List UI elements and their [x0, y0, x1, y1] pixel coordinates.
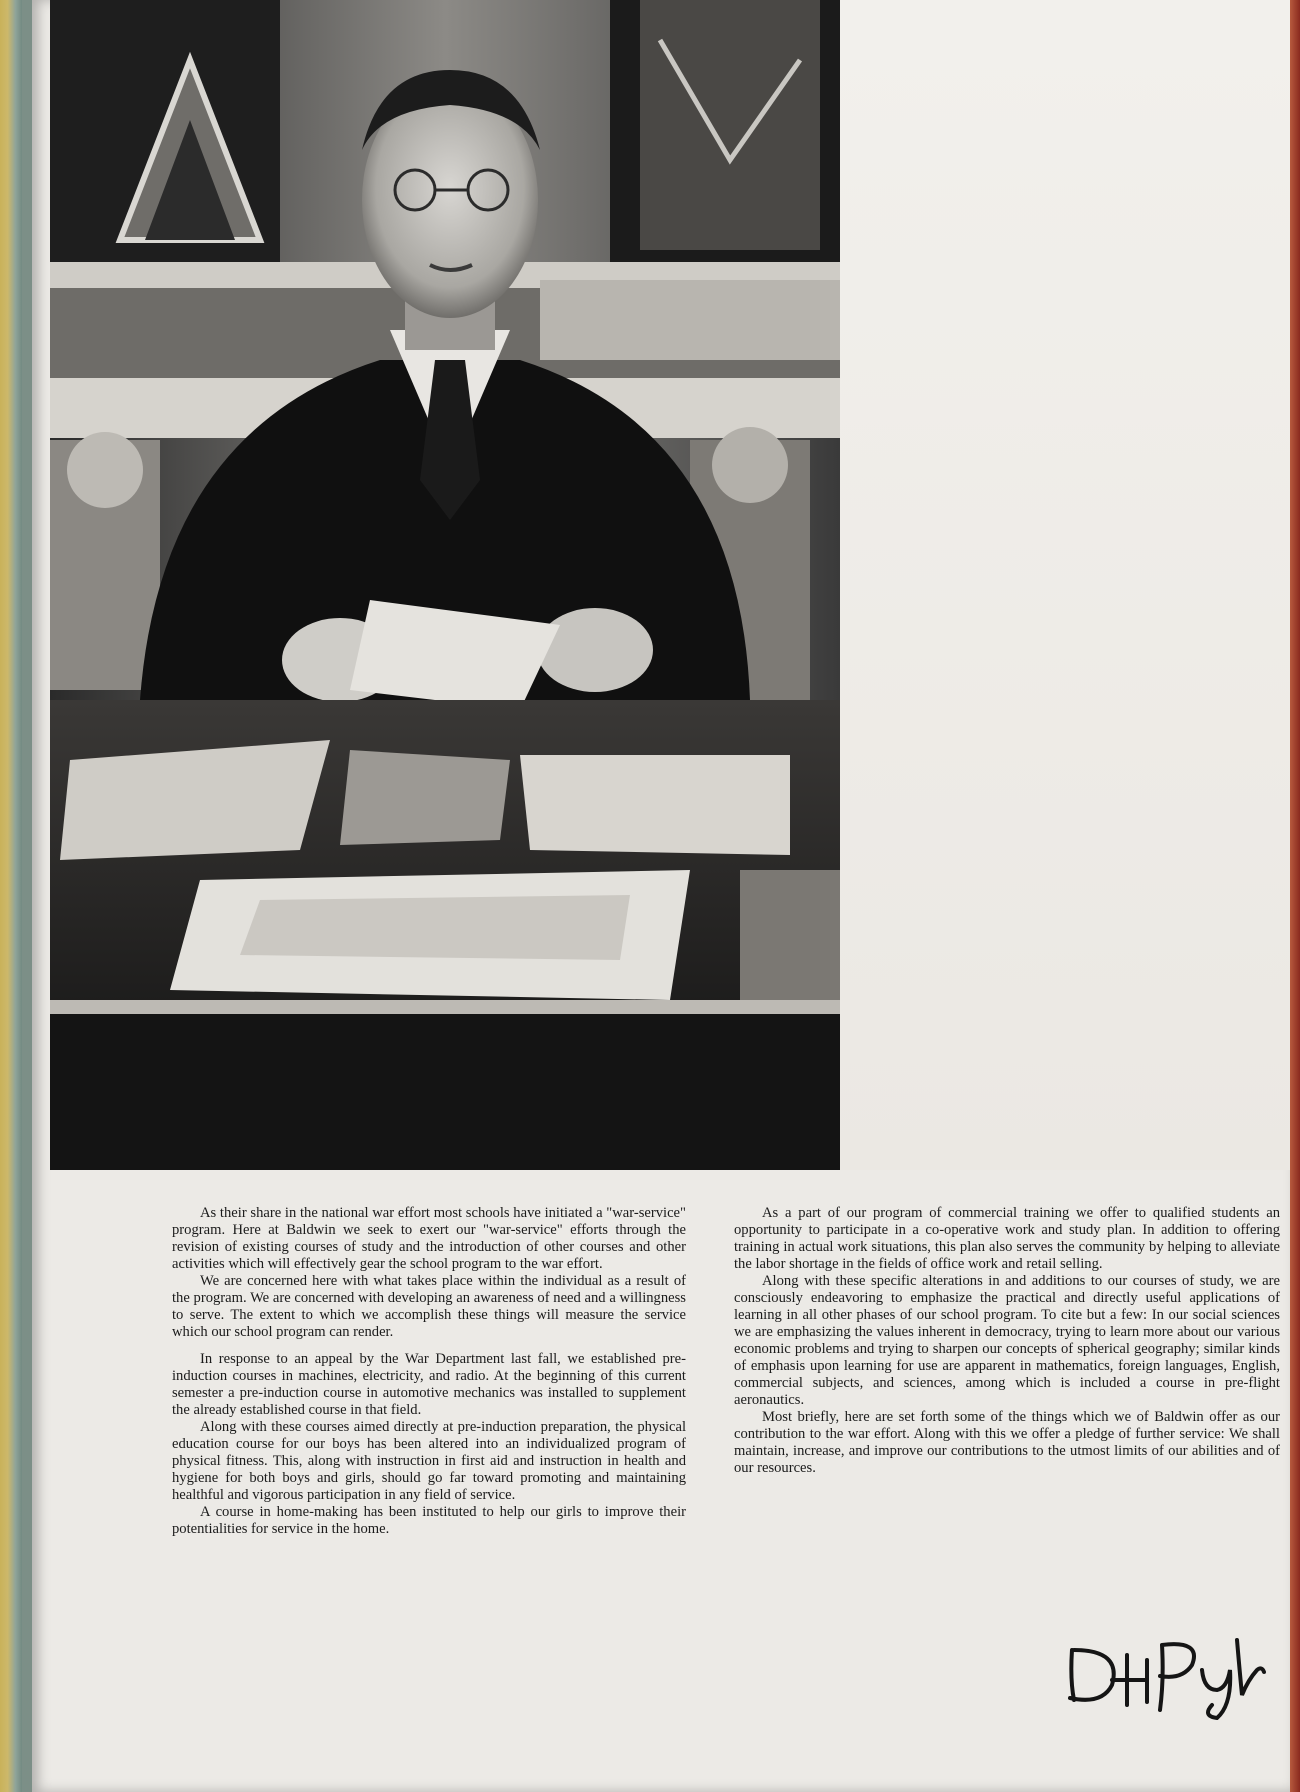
article-right-column: [734, 1205, 1280, 1477]
principal-photograph: [50, 0, 840, 1170]
paragraph: We are concerned here with what takes place within the individual as a result of the program. We are concerned with developing an awareness of need and a willingness to serve. The extent to which we accomplish these things will measure the service which our school program can render.: [172, 1273, 686, 1340]
blank-area: [840, 0, 1290, 1170]
binding-strip: [0, 0, 22, 1792]
paragraph: Most briefly, here are set forth some of the things which we of Baldwin offer as our contribution to the war effort. Along with this we offer a pledge of further service: We shall maintain, increase, and improve our contributions to the utmost limits of our abilities and of our resources.: [734, 1409, 1280, 1476]
paragraph: A course in home-making has been instituted to help our girls to improve their potentialities for service in the home.: [172, 1504, 686, 1537]
paragraph: As their share in the national war effort most schools have initiated a "war-service" program. Here at Baldwin we seek to exert our "war-service" efforts through the revision of existing courses of study and the introduction of other courses and other activities which will effectively gear the school program to the war effort.: [172, 1205, 686, 1272]
article-left-column: [172, 1205, 686, 1538]
paragraph: Along with these courses aimed directly at pre-induction preparation, the physical education course for our boys has been altered into an individualized program of physical fitness. This, along with instruction in first aid and instruction in health and hygiene for both boys and girls, should go far toward promoting and maintaining healthful and vigorous participation in any field of service.: [172, 1419, 686, 1503]
paragraph: As a part of our program of commercial training we offer to qualified students an opportunity to participate in a co-operative work and study plan. In addition to offering training in actual work situations, this plan also serves the community by helping to alleviate the labor shortage in the fields of office work and retail selling.: [734, 1205, 1280, 1272]
paragraph: Along with these specific alterations in and additions to our courses of study, we are consciously endeavoring to emphasize the practical and directly useful applications of learning in all other phases of our school program. To cite but a few: In our social sciences we are emphasizing the values inherent in democracy, trying to learn more about our various economic problems and trying to sharpen our concepts of spherical geography; similar kinds of emphasis upon learning for use are apparent in mathematics, foreign languages, English, commercial subjects, and sciences, among which is included a course in pre-flight aeronautics.: [734, 1273, 1280, 1408]
yearbook-page: [32, 0, 1290, 1792]
photo-illustration: [50, 0, 840, 1170]
paragraph: In response to an appeal by the War Department last fall, we established pre-induction courses in machines, electricity, and radio. At the beginning of this current semester a pre-induction course in automotive mechanics was installed to supplement the already established course in that field.: [172, 1351, 686, 1418]
handwritten-signature: [1052, 1610, 1272, 1720]
page-edge: [1290, 0, 1300, 1792]
